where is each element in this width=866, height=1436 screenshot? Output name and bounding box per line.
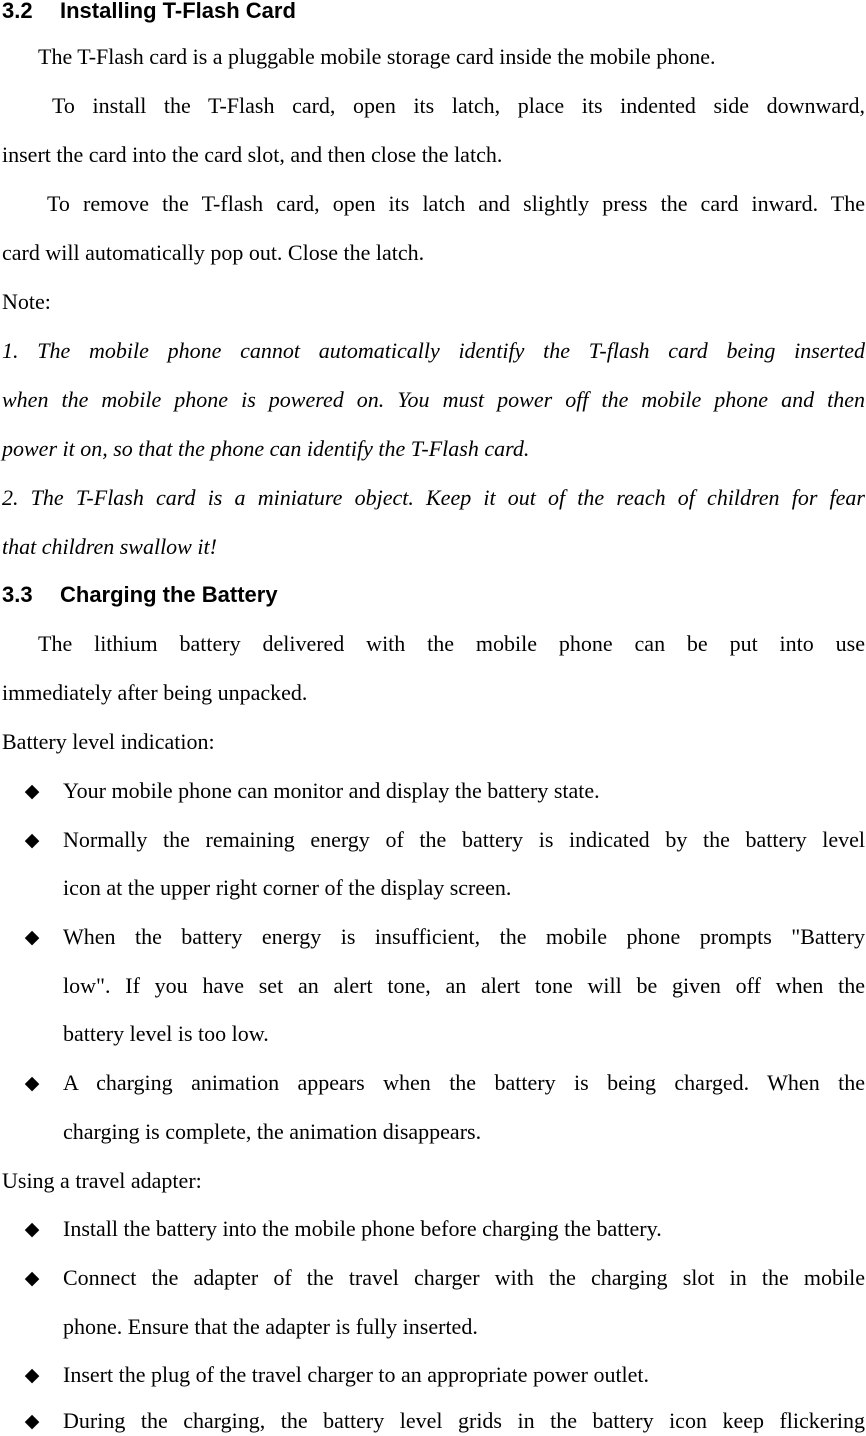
paragraph-line: insert the card into the card slot, and then close the latch. bbox=[2, 142, 503, 167]
list-item-line: Install the battery into the mobile phone before charging the battery. bbox=[63, 1216, 662, 1241]
bullet-diamond-icon: ◆ bbox=[24, 1072, 40, 1094]
list-item-line: battery level is too low. bbox=[63, 1021, 269, 1046]
note-line: 2. The T-Flash card is a miniature object. Keep it out of the reach of children for fear bbox=[2, 485, 865, 510]
list-item-line: A charging animation appears when the battery is being charged. When the bbox=[63, 1070, 865, 1095]
list-item-line: Connect the adapter of the travel charger with the charging slot in the mobile bbox=[63, 1265, 865, 1290]
bullet-diamond-icon: ◆ bbox=[24, 1218, 40, 1240]
note-line: power it on, so that the phone can identify the T-Flash card. bbox=[2, 436, 530, 461]
paragraph-line: To install the T-Flash card, open its latch, place its indented side downward, bbox=[52, 93, 865, 118]
paragraph-line: card will automatically pop out. Close the latch. bbox=[2, 240, 425, 265]
list-item-line: Your mobile phone can monitor and display the battery state. bbox=[63, 778, 600, 803]
note-line: 1. The mobile phone cannot automatically identify the T-flash card being inserted bbox=[2, 338, 865, 363]
section-number: 3.2 bbox=[2, 0, 33, 23]
paragraph-line: To remove the T-flash card, open its latch and slightly press the card inward. The bbox=[47, 191, 865, 216]
list-item-line: When the battery energy is insufficient, the mobile phone prompts "Battery bbox=[63, 924, 865, 949]
section-heading bbox=[2, 580, 278, 610]
paragraph-line: immediately after being unpacked. bbox=[2, 680, 308, 705]
list-item-line: Insert the plug of the travel charger to an appropriate power outlet. bbox=[63, 1362, 650, 1387]
bullet-diamond-icon: ◆ bbox=[24, 780, 40, 802]
list-item-line: phone. Ensure that the adapter is fully inserted. bbox=[63, 1314, 478, 1339]
list-item-line: icon at the upper right corner of the display screen. bbox=[63, 875, 512, 900]
list-label: Battery level indication: bbox=[2, 729, 215, 754]
section-title: Installing T-Flash Card bbox=[60, 0, 296, 23]
list-item-line: low". If you have set an alert tone, an alert tone will be given off when the bbox=[63, 973, 865, 998]
note-line: that children swallow it! bbox=[2, 534, 217, 559]
note-line: when the mobile phone is powered on. You must power off the mobile phone and then bbox=[2, 387, 865, 412]
section-heading bbox=[2, 0, 296, 26]
paragraph-line: The T-Flash card is a pluggable mobile storage card inside the mobile phone. bbox=[38, 44, 716, 69]
bullet-diamond-icon: ◆ bbox=[24, 1267, 40, 1289]
bullet-diamond-icon: ◆ bbox=[24, 1410, 40, 1432]
paragraph-line: The lithium battery delivered with the mobile phone can be put into use bbox=[38, 631, 865, 656]
list-label: Using a travel adapter: bbox=[2, 1168, 202, 1193]
section-number: 3.3 bbox=[2, 582, 33, 607]
section-title: Charging the Battery bbox=[60, 582, 278, 607]
note-label: Note: bbox=[2, 289, 51, 314]
list-item-line: During the charging, the battery level grids in the battery icon keep flickering bbox=[63, 1408, 865, 1433]
list-item-line: Normally the remaining energy of the battery is indicated by the battery level bbox=[63, 827, 865, 852]
list-item-line: charging is complete, the animation disappears. bbox=[63, 1119, 482, 1144]
bullet-diamond-icon: ◆ bbox=[24, 829, 40, 851]
bullet-diamond-icon: ◆ bbox=[24, 1364, 40, 1386]
bullet-diamond-icon: ◆ bbox=[24, 926, 40, 948]
